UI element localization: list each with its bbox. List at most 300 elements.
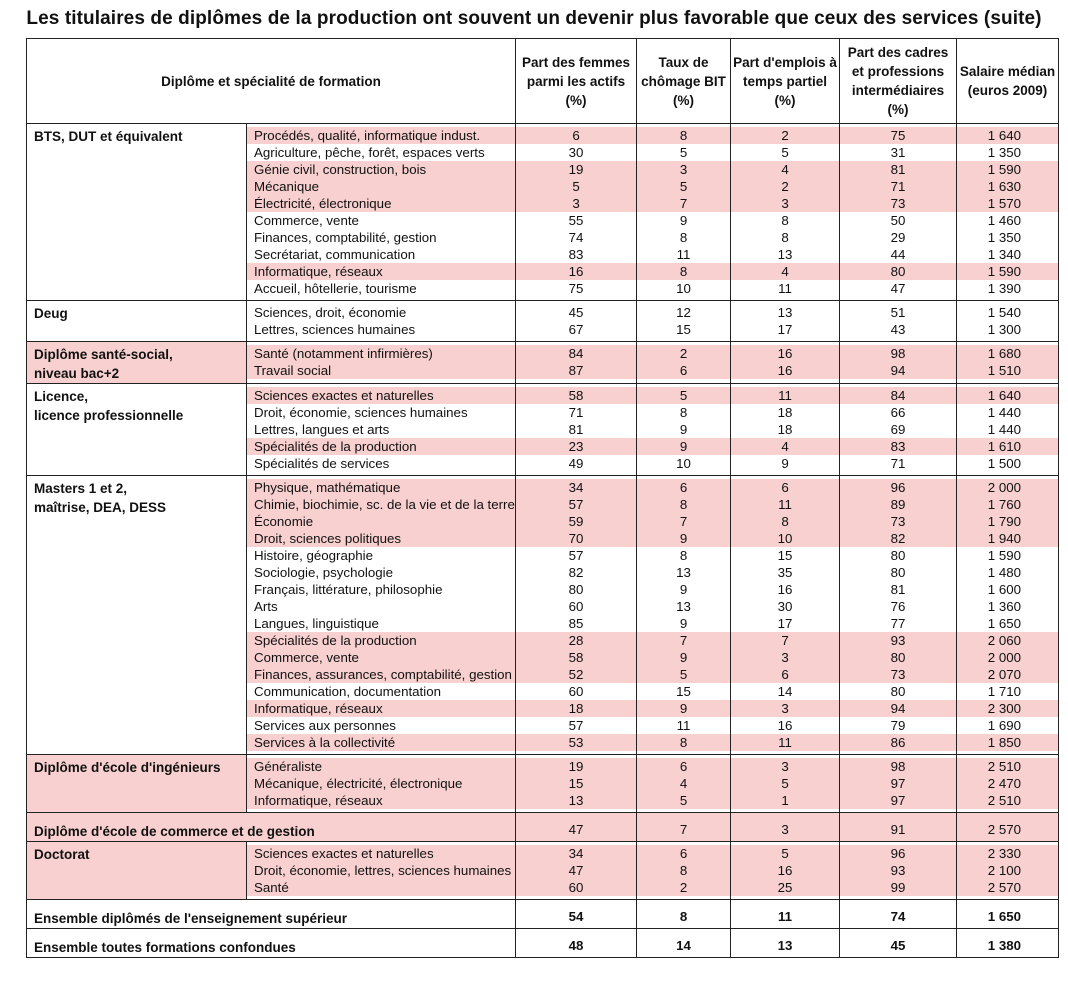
women-share-value: 85 (568, 616, 584, 631)
executives-share-cell (840, 342, 957, 384)
median-salary-cell (957, 900, 1059, 929)
part-time-share-cell (731, 900, 840, 929)
part-time-share-value: 11 (778, 281, 792, 296)
women-share-value: 19 (516, 161, 636, 178)
unemployment-rate-cell (637, 900, 731, 929)
specialty-label: Commerce, vente (247, 649, 515, 666)
women-share-cell (516, 929, 637, 958)
women-share-value: 52 (516, 666, 636, 683)
specialty-label: Mécanique (247, 178, 515, 195)
unemployment-rate-value: 10 (676, 456, 691, 471)
median-salary-value: 1 650 (987, 616, 1022, 631)
executives-share-value: 99 (840, 879, 956, 896)
unemployment-rate-value: 11 (676, 718, 691, 733)
median-salary-value: 2 570 (987, 822, 1022, 837)
specialty-label: Génie civil, construction, bois (247, 161, 515, 178)
median-salary-value: 1 650 (987, 909, 1022, 924)
part-time-share-value: 17 (777, 322, 793, 337)
executives-share-value: 81 (840, 161, 956, 178)
data-table (26, 38, 1059, 958)
executives-share-cell (840, 124, 957, 301)
unemployment-rate-value: 5 (637, 792, 730, 809)
median-salary-value: 1 760 (957, 496, 1058, 513)
executives-share-cell (840, 929, 957, 958)
executives-share-value: 94 (840, 362, 956, 379)
group-name (27, 929, 516, 958)
median-salary-value: 1 790 (957, 513, 1058, 530)
executives-share-value: 47 (890, 281, 906, 296)
median-salary-value: 1 590 (957, 263, 1058, 280)
women-share-cell (516, 384, 637, 476)
women-share-value: 45 (568, 305, 584, 320)
median-salary-value: 1 630 (957, 178, 1058, 195)
executives-share-value: 93 (840, 632, 956, 649)
group-name-line: Masters 1 et 2, (34, 481, 128, 496)
women-share-value: 3 (516, 195, 636, 212)
specialty-label: Mécanique, électricité, électronique (247, 775, 515, 792)
unemployment-rate-value: 12 (676, 305, 691, 320)
part-time-share-value: 25 (731, 879, 839, 896)
executives-share-value: 98 (840, 758, 956, 775)
specialty-label: Droit, économie, sciences humaines (254, 405, 468, 420)
median-salary-value: 1 460 (987, 213, 1022, 228)
table-group-row (27, 301, 1059, 342)
unemployment-rate-value: 3 (637, 161, 730, 178)
specialty-cell (247, 301, 516, 342)
unemployment-rate-value: 13 (676, 565, 691, 580)
median-salary-value: 1 590 (957, 161, 1058, 178)
executives-share-value: 73 (840, 666, 956, 683)
median-salary-cell (957, 842, 1059, 900)
executives-share-value: 97 (840, 792, 956, 809)
median-salary-value: 1 940 (957, 530, 1058, 547)
median-salary-value: 1 690 (987, 718, 1022, 733)
women-share-cell (516, 342, 637, 384)
women-share-value: 53 (516, 734, 636, 751)
women-share-cell (516, 124, 637, 301)
part-time-share-cell (731, 929, 840, 958)
part-time-share-cell (731, 384, 840, 476)
unemployment-rate-value: 14 (676, 938, 691, 953)
unemployment-rate-cell (637, 124, 731, 301)
specialty-label: Langues, linguistique (254, 616, 379, 631)
specialty-label: Santé (notamment infirmières) (247, 345, 515, 362)
part-time-share-value: 11 (731, 734, 839, 751)
part-time-share-value: 8 (781, 230, 789, 245)
unemployment-rate-cell (637, 842, 731, 900)
part-time-share-value: 17 (777, 616, 793, 631)
unemployment-rate-value: 6 (637, 362, 730, 379)
specialty-label: Droit, économie, lettres, sciences humaines (247, 862, 515, 879)
unemployment-rate-value: 8 (637, 496, 730, 513)
women-share-value: 28 (516, 632, 636, 649)
part-time-share-value: 18 (777, 405, 793, 420)
median-salary-value: 1 360 (987, 599, 1022, 614)
median-salary-value: 1 440 (987, 405, 1022, 420)
median-salary-value: 2 510 (957, 792, 1058, 809)
part-time-share-value: 8 (781, 213, 789, 228)
median-salary-value: 1 480 (987, 565, 1022, 580)
executives-share-cell (840, 384, 957, 476)
part-time-share-cell (731, 842, 840, 900)
unemployment-rate-value: 9 (637, 700, 730, 717)
specialty-label: Informatique, réseaux (247, 263, 515, 280)
part-time-share-value: 15 (777, 548, 793, 563)
unemployment-rate-value: 8 (637, 862, 730, 879)
unemployment-rate-value: 4 (637, 775, 730, 792)
specialty-cell (247, 124, 516, 301)
unemployment-rate-value: 15 (676, 322, 691, 337)
part-time-share-value: 3 (731, 758, 839, 775)
page-title: Les titulaires de diplômes de la production ont souvent un devenir plus favorable que ceux des services (suite) (26, 8, 1042, 29)
part-time-share-value: 3 (781, 822, 789, 837)
women-share-value: 87 (516, 362, 636, 379)
median-salary-value: 2 330 (957, 845, 1058, 862)
women-share-value: 19 (516, 758, 636, 775)
women-share-value: 60 (568, 684, 584, 699)
group-name-line: Diplôme d'école de commerce et de gestion (34, 824, 315, 839)
specialty-label: Lettres, langues et arts (254, 422, 390, 437)
women-share-value: 55 (568, 213, 584, 228)
women-share-value: 60 (568, 599, 584, 614)
header-part-time-share: Part d'emplois à temps partiel (%) (731, 39, 840, 124)
executives-share-value: 29 (890, 230, 906, 245)
women-share-value: 83 (568, 247, 584, 262)
executives-share-cell (840, 900, 957, 929)
specialty-label: Sciences exactes et naturelles (247, 845, 515, 862)
women-share-value: 30 (568, 145, 584, 160)
specialty-cell (247, 842, 516, 900)
unemployment-rate-value: 5 (637, 387, 730, 404)
women-share-value: 5 (516, 178, 636, 195)
unemployment-rate-cell (637, 755, 731, 813)
women-share-value: 47 (516, 862, 636, 879)
median-salary-value: 2 100 (957, 862, 1058, 879)
women-share-value: 58 (516, 649, 636, 666)
executives-share-cell (840, 755, 957, 813)
unemployment-rate-value: 11 (676, 247, 691, 262)
women-share-value: 15 (516, 775, 636, 792)
unemployment-rate-value: 8 (679, 405, 688, 420)
specialty-label: Accueil, hôtellerie, tourisme (254, 281, 417, 296)
unemployment-rate-value: 13 (676, 599, 691, 614)
executives-share-value: 31 (890, 145, 906, 160)
unemployment-rate-value: 8 (637, 734, 730, 751)
header-row (27, 39, 1059, 124)
table-group-row (27, 476, 1059, 755)
women-share-value: 84 (516, 345, 636, 362)
part-time-share-value: 3 (731, 700, 839, 717)
specialty-label: Sciences, droit, économie (254, 305, 407, 320)
specialty-label: Secrétariat, communication (254, 247, 416, 262)
unemployment-rate-cell (637, 342, 731, 384)
executives-share-value: 69 (890, 422, 906, 437)
women-share-value: 67 (568, 322, 584, 337)
part-time-share-value: 6 (731, 479, 839, 496)
unemployment-rate-value: 9 (637, 649, 730, 666)
executives-share-value: 80 (890, 684, 906, 699)
unemployment-rate-value: 2 (637, 345, 730, 362)
median-salary-cell (957, 342, 1059, 384)
executives-share-value: 74 (890, 909, 906, 924)
median-salary-value: 1 510 (957, 362, 1058, 379)
women-share-value: 75 (568, 281, 584, 296)
part-time-share-value: 16 (731, 862, 839, 879)
unemployment-rate-value: 9 (679, 582, 688, 597)
median-salary-value: 1 350 (987, 145, 1022, 160)
table-group-row (27, 124, 1059, 301)
unemployment-rate-value: 8 (679, 909, 688, 924)
women-share-value: 80 (568, 582, 584, 597)
median-salary-cell (957, 301, 1059, 342)
unemployment-rate-value: 7 (679, 822, 688, 837)
group-name-line: licence professionnelle (34, 408, 184, 423)
executives-share-cell (840, 301, 957, 342)
group-name (27, 384, 247, 476)
specialty-label: Communication, documentation (254, 684, 441, 699)
part-time-share-value: 4 (731, 161, 839, 178)
executives-share-value: 97 (840, 775, 956, 792)
executives-share-value: 77 (890, 616, 906, 631)
executives-share-value: 44 (890, 247, 906, 262)
group-name (27, 900, 516, 929)
median-salary-cell (957, 755, 1059, 813)
women-share-cell (516, 301, 637, 342)
median-salary-value: 2 570 (957, 879, 1058, 896)
unemployment-rate-value: 9 (679, 213, 688, 228)
header-executives-share: Part des cadres et professions intermédiaires (%) (840, 39, 957, 124)
part-time-share-value: 7 (731, 632, 839, 649)
unemployment-rate-cell (637, 301, 731, 342)
executives-share-value: 98 (840, 345, 956, 362)
part-time-share-value: 13 (777, 938, 793, 953)
median-salary-cell (957, 476, 1059, 755)
executives-share-value: 71 (840, 178, 956, 195)
specialty-label: Commerce, vente (254, 213, 359, 228)
part-time-share-value: 30 (777, 599, 793, 614)
header-women-share: Part des femmes parmi les actifs (%) (516, 39, 637, 124)
median-salary-cell (957, 813, 1059, 842)
group-name-line: Ensemble diplômés de l'enseignement supérieur (34, 911, 348, 926)
group-name (27, 301, 247, 342)
specialty-label: Finances, comptabilité, gestion (254, 230, 437, 245)
unemployment-rate-value: 5 (637, 178, 730, 195)
part-time-share-cell (731, 342, 840, 384)
executives-share-value: 96 (840, 479, 956, 496)
group-name-line: Ensemble toutes formations confondues (34, 940, 296, 955)
group-name-line: Licence, (34, 389, 89, 404)
median-salary-cell (957, 929, 1059, 958)
median-salary-value: 1 710 (987, 684, 1022, 699)
executives-share-value: 75 (840, 127, 956, 144)
specialty-label: Services à la collectivité (247, 734, 515, 751)
executives-share-value: 80 (840, 263, 956, 280)
specialty-label: Informatique, réseaux (247, 792, 515, 809)
specialty-label: Électricité, électronique (247, 195, 515, 212)
part-time-share-value: 16 (777, 718, 793, 733)
part-time-share-value: 16 (731, 362, 839, 379)
median-salary-value: 1 590 (987, 548, 1022, 563)
median-salary-value: 2 510 (957, 758, 1058, 775)
group-name-line: Diplôme santé-social, (34, 347, 173, 362)
executives-share-value: 89 (840, 496, 956, 513)
specialty-label: Lettres, sciences humaines (254, 322, 416, 337)
women-share-value: 74 (568, 230, 584, 245)
unemployment-rate-value: 7 (637, 632, 730, 649)
women-share-cell (516, 900, 637, 929)
specialty-label: Économie (247, 513, 515, 530)
women-share-cell (516, 755, 637, 813)
table-body (27, 124, 1059, 958)
executives-share-value: 83 (840, 438, 956, 455)
executives-share-value: 82 (840, 530, 956, 547)
header-diploma: Diplôme et spécialité de formation (27, 39, 516, 124)
women-share-value: 16 (516, 263, 636, 280)
executives-share-value: 80 (890, 565, 906, 580)
median-salary-value: 2 060 (957, 632, 1058, 649)
table-group-row (27, 384, 1059, 476)
specialty-label: Spécialités de services (254, 456, 390, 471)
group-name-line: Diplôme d'école d'ingénieurs (34, 760, 221, 775)
women-share-value: 81 (568, 422, 584, 437)
women-share-value: 34 (516, 845, 636, 862)
part-time-share-value: 16 (777, 582, 793, 597)
specialty-label: Histoire, géographie (254, 548, 374, 563)
unemployment-rate-value: 8 (679, 548, 688, 563)
part-time-share-cell (731, 813, 840, 842)
women-share-value: 34 (516, 479, 636, 496)
executives-share-value: 96 (840, 845, 956, 862)
table-group-row (27, 929, 1059, 958)
part-time-share-value: 13 (777, 247, 793, 262)
specialty-label: Agriculture, pêche, forêt, espaces verts (254, 145, 485, 160)
unemployment-rate-value: 2 (637, 879, 730, 896)
specialty-label: Finances, assurances, comptabilité, gestion (247, 666, 515, 683)
women-share-value: 54 (568, 909, 584, 924)
women-share-value: 59 (516, 513, 636, 530)
median-salary-value: 1 380 (987, 938, 1022, 953)
median-salary-value: 1 500 (987, 456, 1022, 471)
specialty-label: Services aux personnes (254, 718, 396, 733)
women-share-cell (516, 813, 637, 842)
part-time-share-cell (731, 476, 840, 755)
median-salary-value: 2 470 (957, 775, 1058, 792)
women-share-value: 57 (568, 548, 584, 563)
table-group-row (27, 900, 1059, 929)
specialty-cell (247, 384, 516, 476)
header-unemployment-rate: Taux de chômage BIT (%) (637, 39, 731, 124)
specialty-label: Sociologie, psychologie (254, 565, 393, 580)
header-median-salary: Salaire médian (euros 2009) (957, 39, 1059, 124)
specialty-label: Physique, mathématique (247, 479, 515, 496)
specialty-label: Spécialités de la production (247, 438, 515, 455)
part-time-share-value: 35 (777, 565, 793, 580)
executives-share-value: 93 (840, 862, 956, 879)
unemployment-rate-value: 9 (679, 422, 688, 437)
unemployment-rate-value: 9 (637, 530, 730, 547)
part-time-share-value: 14 (777, 684, 793, 699)
table-group-row (27, 755, 1059, 813)
part-time-share-value: 6 (731, 666, 839, 683)
table-group-row (27, 842, 1059, 900)
women-share-value: 47 (568, 822, 584, 837)
median-salary-value: 1 540 (987, 305, 1022, 320)
group-name-line: Doctorat (34, 847, 90, 862)
median-salary-value: 1 300 (987, 322, 1022, 337)
specialty-label: Procédés, qualité, informatique indust. (247, 127, 515, 144)
women-share-value: 82 (568, 565, 584, 580)
unemployment-rate-value: 9 (637, 438, 730, 455)
executives-share-value: 86 (840, 734, 956, 751)
median-salary-value: 1 350 (987, 230, 1022, 245)
executives-share-cell (840, 813, 957, 842)
group-name-line: BTS, DUT et équivalent (34, 129, 183, 144)
part-time-share-value: 9 (781, 456, 789, 471)
women-share-value: 18 (516, 700, 636, 717)
specialty-cell (247, 342, 516, 384)
group-name (27, 755, 247, 813)
median-salary-value: 1 440 (987, 422, 1022, 437)
executives-share-value: 43 (890, 322, 906, 337)
unemployment-rate-value: 6 (637, 758, 730, 775)
part-time-share-cell (731, 755, 840, 813)
women-share-value: 58 (516, 387, 636, 404)
part-time-share-value: 11 (777, 909, 793, 924)
group-name (27, 842, 247, 900)
executives-share-cell (840, 476, 957, 755)
part-time-share-cell (731, 124, 840, 301)
executives-share-value: 45 (890, 938, 906, 953)
part-time-share-cell (731, 301, 840, 342)
median-salary-cell (957, 384, 1059, 476)
median-salary-cell (957, 124, 1059, 301)
unemployment-rate-value: 8 (679, 230, 688, 245)
unemployment-rate-value: 7 (637, 195, 730, 212)
median-salary-value: 2 070 (957, 666, 1058, 683)
part-time-share-value: 13 (777, 305, 793, 320)
part-time-share-value: 11 (731, 387, 839, 404)
part-time-share-value: 4 (731, 263, 839, 280)
unemployment-rate-value: 10 (676, 281, 691, 296)
unemployment-rate-value: 6 (637, 845, 730, 862)
women-share-value: 49 (568, 456, 584, 471)
executives-share-value: 51 (890, 305, 906, 320)
median-salary-value: 1 640 (957, 387, 1058, 404)
unemployment-rate-value: 8 (637, 127, 730, 144)
median-salary-value: 1 610 (957, 438, 1058, 455)
specialty-label: Informatique, réseaux (247, 700, 515, 717)
unemployment-rate-cell (637, 929, 731, 958)
specialty-label: Santé (247, 879, 515, 896)
group-name (27, 476, 247, 755)
executives-share-value: 79 (890, 718, 906, 733)
specialty-cell (247, 755, 516, 813)
women-share-value: 13 (516, 792, 636, 809)
women-share-value: 71 (568, 405, 584, 420)
group-name (27, 342, 247, 384)
part-time-share-value: 10 (731, 530, 839, 547)
median-salary-value: 1 850 (957, 734, 1058, 751)
group-name-line: niveau bac+2 (34, 366, 120, 381)
median-salary-value: 1 570 (957, 195, 1058, 212)
part-time-share-value: 1 (731, 792, 839, 809)
executives-share-value: 80 (840, 649, 956, 666)
women-share-cell (516, 476, 637, 755)
executives-share-value: 76 (890, 599, 906, 614)
median-salary-value: 2 300 (957, 700, 1058, 717)
median-salary-value: 1 390 (987, 281, 1022, 296)
executives-share-value: 91 (890, 822, 906, 837)
